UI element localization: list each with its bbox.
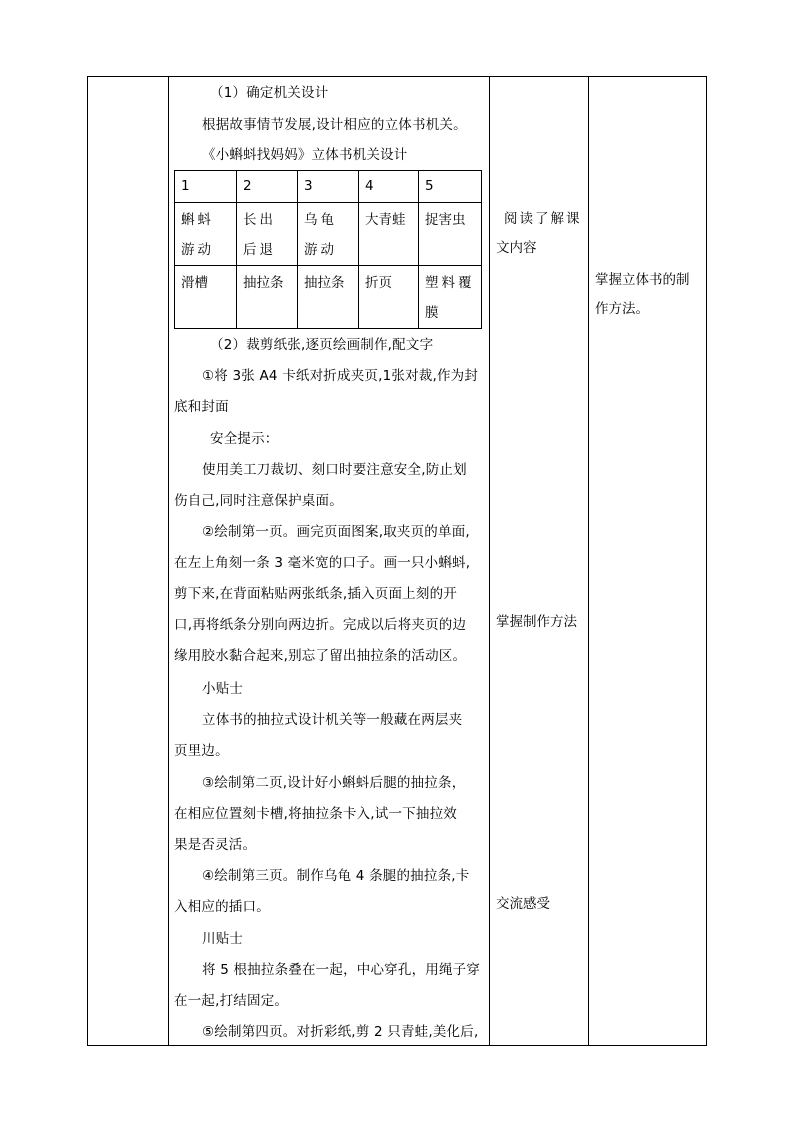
table-cell: 抽拉条 [237,266,298,329]
paragraph: 页里边。 [174,743,229,759]
paragraph: 剪下来,在背面粘贴两张纸条,插入页面上刻的开 [174,586,457,602]
paragraph: 口,再将纸条分别向两边折。完成以后将夹页的边 [174,617,467,633]
column-divider [168,77,169,1045]
paragraph: 入相应的插口。 [174,899,270,915]
table-caption: 《小蝌蚪找妈妈》立体书机关设计 [202,147,408,163]
teaching-goal: 掌握立体书的制 [595,272,690,288]
table-cell: 2 [237,171,298,203]
teaching-goal: 作方法。 [595,301,649,317]
heading-cutting: （2）裁剪纸张,逐页绘画制作,配文字 [210,337,434,353]
paragraph: 使用美工刀裁切、刻口时要注意安全,防止划 [202,462,467,478]
table-cell: 抽拉条 [298,266,359,329]
paragraph: 在相应位置刻卡槽,将抽拉条卡入,试一下抽拉效 [174,806,457,822]
table-cell: 折页 [359,266,419,329]
paragraph: 立体书的抽拉式设计机关等一般藏在两层夹 [202,712,463,728]
student-activity: 阅读了解课 [504,211,582,227]
heading-mechanism-design: （1）确定机关设计 [210,85,329,101]
table-cell: 大青蛙 [359,203,419,266]
table-cell: 乌龟游动 [298,203,359,266]
paragraph: 在一起,打结固定。 [174,993,289,1009]
paragraph: 伤自己,同时注意保护桌面。 [174,493,343,509]
column-divider [588,77,589,1045]
table-cell: 4 [359,171,419,203]
paragraph: 果是否灵活。 [174,837,257,853]
table-cell: 蝌蚪游动 [175,203,237,266]
paragraph: ④绘制第三页。制作乌龟 4 条腿的抽拉条,卡 [202,868,470,884]
paragraph: ⑤绘制第四页。对折彩纸,剪 2 只青蛙,美化后, [202,1024,479,1040]
table-cell: 长出后退 [237,203,298,266]
student-activity: 文内容 [496,240,537,256]
paragraph: ②绘制第一页。画完页面图案,取夹页的单面, [202,524,470,540]
paragraph: 底和封面 [174,399,229,415]
table-cell: 1 [175,171,237,203]
student-activity: 掌握制作方法 [496,614,577,630]
table-cell: 捉害虫 [419,203,482,266]
paragraph: 缘用胶水黏合起来,别忘了留出抽拉条的活动区。 [174,648,467,664]
table-cell: 滑槽 [175,266,237,329]
tip-title: 小贴士 [202,681,244,697]
table-cell: 塑料覆膜 [419,266,482,329]
paragraph: ③绘制第二页,设计好小蝌蚪后腿的抽拉条， [202,775,466,791]
paragraph: 在左上角刻一条 3 毫米宽的口子。画一只小蝌蚪, [174,555,471,571]
tip-title: 川贴士 [202,931,244,947]
paragraph: 根据故事情节发展,设计相应的立体书机关。 [202,117,467,133]
paragraph: ①将 3张 A4 卡纸对折成夹页,1张对裁,作为封 [202,368,479,384]
safety-tip-title: 安全提示： [210,431,279,447]
mechanism-table [174,170,482,329]
student-activity: 交流感受 [496,896,550,912]
column-divider [489,77,490,1045]
paragraph: 将 5 根抽拉条叠在一起，中心穿孔，用绳子穿 [202,962,481,978]
table-cell: 5 [419,171,482,203]
table-cell: 3 [298,171,359,203]
